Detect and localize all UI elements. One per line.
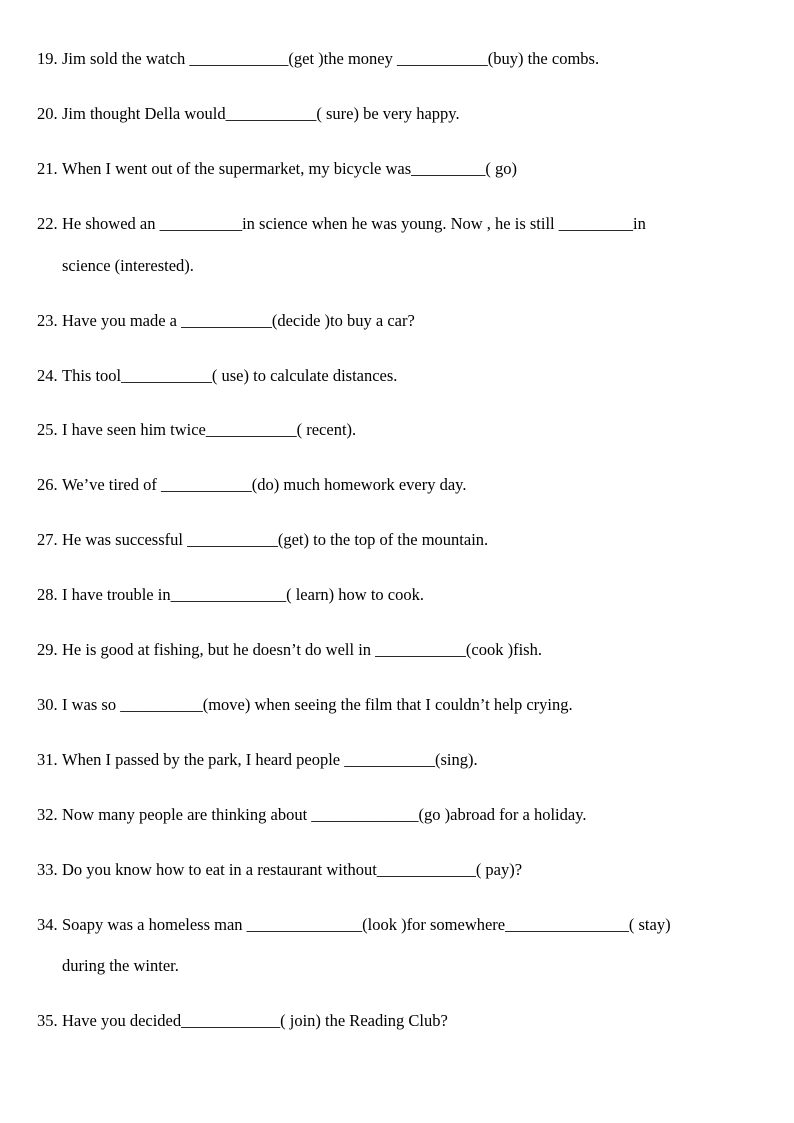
question-text: I have seen him twice___________( recent). [62, 420, 357, 439]
question-text: He was successful ___________(get) to the top of the mountain. [62, 530, 489, 549]
question-text: Have you decided____________( join) the Reading Club? [62, 1011, 448, 1030]
question-number: 32. [37, 805, 58, 824]
question-number: 30. [37, 695, 58, 714]
question-number: 27. [37, 530, 58, 549]
question-text: He is good at fishing, but he doesn’t do well in ___________(cook )fish. [62, 640, 542, 659]
question-text: We’ve tired of ___________(do) much homework every day. [62, 475, 467, 494]
question-text: When I passed by the park, I heard people ___________(sing). [62, 750, 478, 769]
question-20 [37, 103, 757, 125]
question-text: Now many people are thinking about _____________(go )abroad for a holiday. [62, 805, 587, 824]
question-19 [37, 48, 757, 70]
question-number: 23. [37, 311, 58, 330]
question-text: He showed an __________in science when he was young. Now , he is still _________in [62, 214, 646, 233]
question-number: 22. [37, 214, 58, 233]
question-35 [37, 1010, 757, 1032]
question-26 [37, 474, 757, 496]
question-number: 20. [37, 104, 58, 123]
question-text: Have you made a ___________(decide )to buy a car? [62, 311, 415, 330]
question-text: Jim sold the watch ____________(get )the money ___________(buy) the combs. [62, 49, 600, 68]
question-number: 29. [37, 640, 58, 659]
question-number: 28. [37, 585, 58, 604]
question-text: Do you know how to eat in a restaurant without____________( pay)? [62, 860, 523, 879]
question-27 [37, 529, 757, 551]
question-25 [37, 419, 757, 441]
question-text: This tool___________( use) to calculate distances. [62, 366, 398, 385]
question-34 [37, 914, 757, 936]
question-34-continuation: during the winter. [62, 956, 179, 975]
question-text: Jim thought Della would___________( sure) be very happy. [62, 104, 460, 123]
question-33 [37, 859, 757, 881]
question-28 [37, 584, 757, 606]
question-number: 25. [37, 420, 58, 439]
question-number: 33. [37, 860, 58, 879]
question-31 [37, 749, 757, 771]
question-24 [37, 365, 757, 387]
question-number: 24. [37, 366, 58, 385]
question-32 [37, 804, 757, 826]
question-text: I have trouble in______________( learn) how to cook. [62, 585, 425, 604]
question-text: Soapy was a homeless man ______________(look )for somewhere_______________( stay) [62, 915, 671, 934]
question-22 [37, 213, 755, 235]
question-number: 34. [37, 915, 58, 934]
question-number: 35. [37, 1011, 58, 1030]
question-29 [37, 639, 757, 661]
question-22-continuation: science (interested). [62, 256, 194, 275]
question-number: 19. [37, 49, 58, 68]
question-text: I was so __________(move) when seeing the film that I couldn’t help crying. [62, 695, 573, 714]
question-number: 26. [37, 475, 58, 494]
question-21 [37, 158, 757, 180]
question-30 [37, 694, 757, 716]
question-number: 21. [37, 159, 58, 178]
question-number: 31. [37, 750, 58, 769]
question-text: When I went out of the supermarket, my bicycle was_________( go) [62, 159, 517, 178]
question-23 [37, 310, 757, 332]
